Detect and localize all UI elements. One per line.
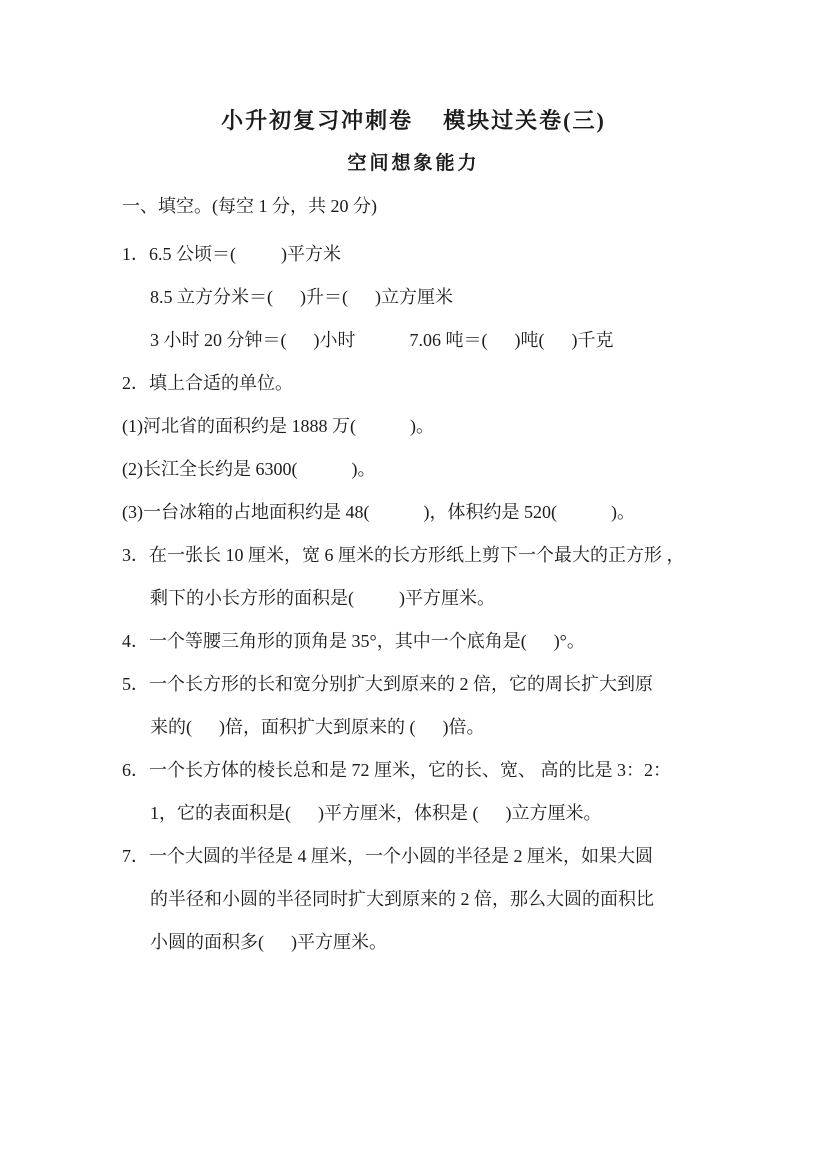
question-5-line-1: 5．一个长方形的长和宽分别扩大到原来的 2 倍，它的周长扩大到原 xyxy=(122,674,653,694)
question-6-line-2: 1，它的表面积是( )平方厘米，体积是 ( )立方厘米。 xyxy=(150,803,602,823)
question-6-line-1: 6．一个长方体的棱长总和是 72 厘米，它的长、宽、 高的比是 3：2： xyxy=(122,760,671,780)
question-2-sub-3: (3)一台冰箱的占地面积约是 48( )，体积约是 520( )。 xyxy=(122,502,635,522)
question-2-line-1: 2．填上合适的单位。 xyxy=(122,373,293,393)
question-7-line-1: 7．一个大圆的半径是 4 厘米，一个小圆的半径是 2 厘米，如果大圆 xyxy=(122,846,653,866)
question-1-line-1: 1．6.5 公顷＝( )平方米 xyxy=(122,244,341,264)
paper-subtitle: 空间想象能力 xyxy=(347,153,480,174)
paper-title: 小升初复习冲刺卷 模块过关卷(三) xyxy=(221,108,606,133)
question-3-line-1: 3．在一张长 10 厘米，宽 6 厘米的长方形纸上剪下一个最大的正方形 ， xyxy=(122,545,685,565)
question-3-line-2: 剩下的小长方形的面积是( )平方厘米。 xyxy=(150,588,495,608)
question-1-line-3: 3 小时 20 分钟＝( )小时 7.06 吨＝( )吨( )千克 xyxy=(150,330,614,350)
question-1-line-2: 8.5 立方分米＝( )升＝( )立方厘米 xyxy=(150,287,453,307)
section-1-heading: 一、填空。(每空 1 分，共 20 分) xyxy=(122,196,377,216)
question-7-line-3: 小圆的面积多( )平方厘米。 xyxy=(150,932,387,952)
question-2-sub-2: (2)长江全长约是 6300( )。 xyxy=(122,459,376,479)
question-7-line-2: 的半径和小圆的半径同时扩大到原来的 2 倍，那么大圆的面积比 xyxy=(150,889,654,909)
question-4-line-1: 4．一个等腰三角形的顶角是 35°，其中一个底角是( )°。 xyxy=(122,631,585,651)
question-5-line-2: 来的( )倍，面积扩大到原来的 ( )倍。 xyxy=(150,717,485,737)
question-2-sub-1: (1)河北省的面积约是 1888 万( )。 xyxy=(122,416,434,436)
